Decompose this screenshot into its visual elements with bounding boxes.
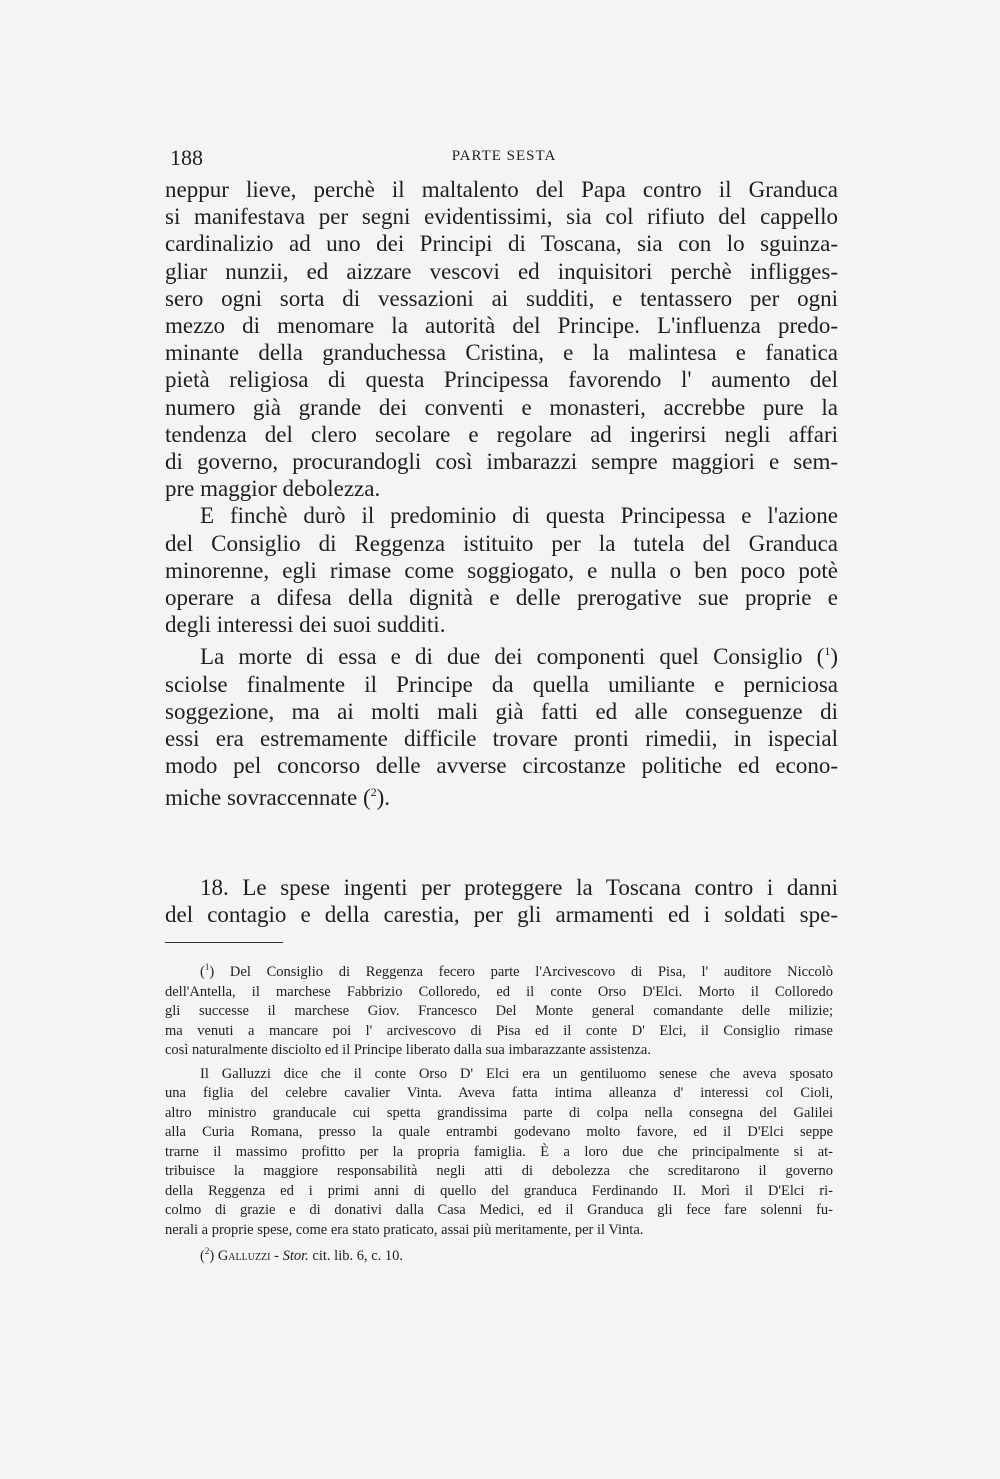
footnote-2 — [165, 1242, 833, 1267]
text-line: cardinalizio ad uno dei Principi di Toscana, sia con lo sguinza- — [165, 231, 838, 257]
running-title: PARTE SESTA — [451, 148, 557, 164]
footnote-line: dell'Antella, il marchese Fabbrizio Colloredo, ed il conte Orso D'Elci. Morto il Colloredo — [165, 983, 833, 1000]
footnote-line: alla Curia Romana, presso la quale entrambi godevano molto favore, ed il D'Elci seppe — [165, 1124, 833, 1140]
footnote-marker-2: 2 — [204, 1246, 210, 1256]
paren-open: ( — [200, 1248, 205, 1264]
footnote-line: tribuisce la maggiore responsabilità negli atti di debolezza che screditarono il governo — [165, 1163, 833, 1179]
paren-open: ( — [200, 964, 205, 980]
paren-close: ). — [376, 785, 391, 811]
footnotes — [165, 958, 833, 1269]
footnote-text: Del Consiglio di Reggenza fecero parte l'Arcivescovo di Pisa, l' auditore Niccolò — [214, 964, 833, 980]
paragraph-3 — [165, 638, 838, 811]
text-line: degli interessi dei suoi sudditi. — [165, 612, 446, 638]
footnote-ref-2[interactable]: 2 — [370, 785, 377, 800]
paragraph-1 — [165, 176, 838, 502]
footnote-line: nerali a proprie spese, come era stato praticato, assai più meritamente, per il Vinta. — [165, 1221, 644, 1238]
text-line: mezzo di menomare la autorità del Principe. L'influenza predo- — [165, 313, 838, 339]
text-line: 18. Le spese ingenti per proteggere la Toscana contro i danni — [200, 875, 838, 900]
text-line: sero ogni sorta di vessazioni ai sudditi, e tentassero per ogni — [165, 285, 838, 311]
text-line: del contagio e della carestia, per gli armamenti ed i soldati spe- — [165, 902, 838, 928]
paren-close: ) — [830, 644, 838, 670]
footnote-line: colmo di grazie e di donativi dalla Casa Medici, ed il Granduca gli fece fare solenni fu- — [165, 1202, 833, 1218]
line-text: miche sovraccennate ( — [165, 785, 371, 811]
footnote-line — [165, 958, 833, 983]
text-line: E finchè durò il predominio di questa Principessa e l'azione — [200, 503, 838, 529]
text-line: minante della granduchessa Cristina, e la malintesa e fanatica — [165, 340, 838, 366]
footnote-1 — [165, 958, 833, 1061]
author-name: Galluzzi — [217, 1248, 271, 1264]
text-line: essi era estremamente difficile trovare pronti rimedii, in ispecial — [165, 726, 838, 752]
footnote-marker-1: 1 — [204, 962, 210, 972]
text-line: gliar nunzii, ed aizzare vescovi ed inquisitori perchè infligges- — [165, 258, 838, 284]
footnote-line — [165, 1242, 833, 1267]
text-line: numero già grande dei conventi e monasteri, accrebbe pure la — [165, 394, 838, 420]
text-line — [165, 638, 838, 670]
footnote-separator — [165, 942, 283, 943]
footnote-1-continued — [165, 1065, 833, 1241]
work-title: Stor. — [282, 1248, 309, 1264]
footnote-line: trarne il massimo profitto per la propria famiglia. È a loro due che principalmente si at- — [165, 1143, 833, 1160]
text-line: pre maggior debolezza. — [165, 476, 381, 502]
text-line: soggezione, ma ai molti mali già fatti ed alle conseguenze di — [165, 698, 838, 724]
footnote-line: della Reggenza ed i primi anni di quello del granduca Ferdinando II. Morì il D'Elci ri- — [165, 1182, 833, 1199]
text-line: modo pel concorso delle avverse circostanze politiche ed econo- — [165, 753, 838, 779]
footnote-line: gli successe il marchese Giov. Francesco Del Monte general comandante delle milizie; — [165, 1003, 833, 1019]
text-line: del Consiglio di Reggenza istituito per la tutela del Granduca — [165, 530, 838, 556]
footnote-line: altro ministro granducale cui spetta grandissima parte di colpa nella consegna del Galilei — [165, 1104, 833, 1121]
footnote-line: Il Galluzzi dice che il conte Orso D' Elci era un gentiluomo senese che aveva sposato — [200, 1065, 833, 1082]
line-text: La morte di essa e di due dei componenti quel Consiglio ( — [200, 644, 825, 670]
footnote-line: una figlia del celebre cavalier Vinta. Aveva fatta intima alleanza d' interessi col Cioli, — [165, 1085, 833, 1101]
text-line: minorenne, egli rimase come soggiogato, e nulla o ben poco potè — [165, 557, 838, 583]
text-line: operare a difesa della dignità e delle prerogative sue proprie e — [165, 585, 838, 611]
text-line: si manifestava per segni evidentissimi, sia col rifiuto del cappello — [165, 204, 838, 230]
footnote-line: così naturalmente disciolto ed il Principe liberato dalla sua imbarazzante assistenza. — [165, 1042, 651, 1058]
paragraph-4-section-18 — [165, 874, 838, 928]
text-line: tendenza del clero secolare e regolare ad ingerirsi negli affari — [165, 421, 838, 447]
footnote-ref-1[interactable]: 1 — [824, 644, 831, 659]
paren-close: ) — [209, 1248, 215, 1264]
main-text — [165, 176, 838, 812]
text-line: sciolse finalmente il Principe da quella umiliante e perniciosa — [165, 671, 838, 697]
footnote-line: ma venuti a mancare poi l' arcivescovo di Pisa ed il conte D' Elci, il Consiglio rimase — [165, 1022, 833, 1039]
page-number: 188 — [170, 145, 203, 170]
text-line — [165, 779, 838, 811]
paren-close: ) — [209, 964, 215, 980]
text-line: pietà religiosa di questa Principessa favorendo l' aumento del — [165, 367, 838, 393]
dash: - — [270, 1248, 283, 1264]
citation: cit. lib. 6, c. 10. — [308, 1248, 404, 1264]
paragraph-2 — [165, 502, 838, 638]
page-header — [170, 145, 838, 175]
text-line: di governo, procurandogli così imbarazzi sempre maggiori e sem- — [165, 449, 838, 475]
text-line: neppur lieve, perchè il maltalento del Papa contro il Granduca — [165, 177, 838, 202]
